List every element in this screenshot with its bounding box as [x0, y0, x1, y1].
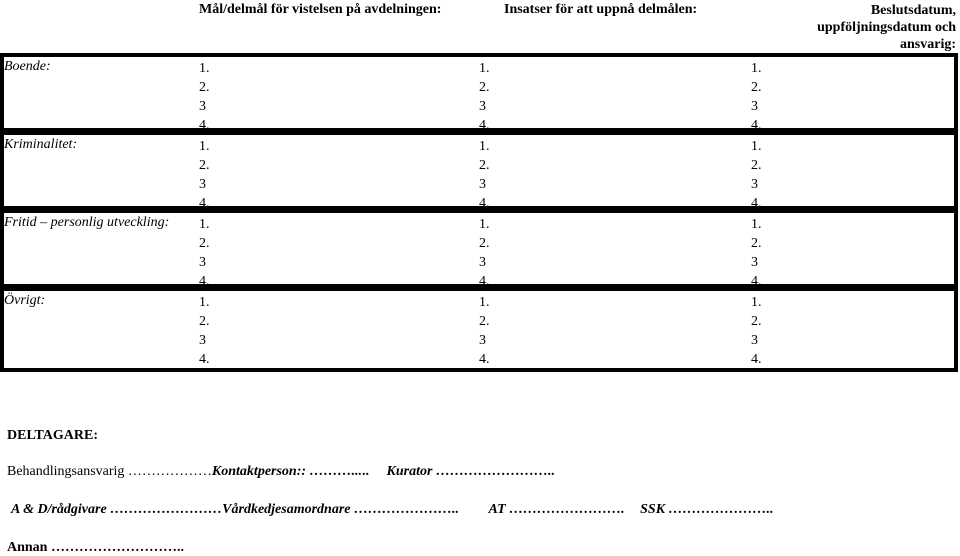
goals-list	[199, 137, 210, 213]
annan-field[interactable]: Annan ………………………..	[7, 540, 184, 555]
list-item: 1.	[751, 217, 762, 232]
list-item: 4.	[751, 196, 762, 211]
list-item: 2.	[479, 314, 490, 329]
list-item: 4.	[751, 118, 762, 133]
list-item: 3	[751, 177, 758, 192]
row-boende	[4, 57, 954, 133]
list-item: 4.	[751, 274, 762, 289]
decision-list	[751, 293, 762, 369]
row-label: Boende:	[4, 59, 51, 74]
goals-table	[0, 53, 958, 372]
actions-list	[479, 137, 490, 213]
list-item: 2.	[479, 236, 490, 251]
radgivare-field[interactable]: A & D/rådgivare ……………………	[11, 502, 223, 517]
separator: ..	[362, 464, 370, 479]
list-item: 4.	[479, 118, 490, 133]
kurator-field[interactable]: Kurator ……………………..	[386, 464, 555, 479]
header-goals: Mål/delmål för vistelsen på avdelningen:	[199, 2, 442, 17]
list-item: 2.	[199, 236, 210, 251]
list-item: 1.	[479, 217, 490, 232]
list-item: 2.	[751, 314, 762, 329]
at-field[interactable]: AT …………………….	[488, 502, 625, 517]
row-label: Kriminalitet:	[4, 137, 78, 152]
ssk-field[interactable]: SSK …………………..	[640, 502, 774, 517]
list-item: 4.	[479, 274, 490, 289]
kontaktperson-field[interactable]: Kontaktperson:: ………...	[211, 464, 363, 479]
header-actions: Insatser för att uppnå delmålen:	[504, 2, 698, 17]
list-item: 3	[199, 333, 206, 348]
list-item: 1.	[479, 139, 490, 154]
list-item: 4.	[199, 118, 210, 133]
list-item: 1.	[199, 217, 210, 232]
header-decision: Beslutsdatum, uppföljningsdatum och ansvarig:	[817, 3, 956, 52]
goals-list	[199, 293, 210, 369]
list-item: 4.	[479, 352, 490, 367]
actions-list	[479, 215, 490, 291]
actions-list	[479, 293, 490, 369]
list-item: 3	[479, 99, 486, 114]
list-item: 2.	[199, 314, 210, 329]
decision-list	[751, 59, 762, 135]
row-label: Fritid – personlig utveckling:	[4, 215, 170, 230]
list-item: 3	[751, 99, 758, 114]
list-item: 1.	[751, 295, 762, 310]
list-item: 4.	[751, 352, 762, 367]
list-item: 3	[199, 99, 206, 114]
list-item: 1.	[751, 61, 762, 76]
list-item: 1.	[199, 139, 210, 154]
list-item: 2.	[199, 80, 210, 95]
row-kriminalitet	[4, 135, 954, 211]
list-item: 2.	[479, 158, 490, 173]
list-item: 1.	[479, 295, 490, 310]
actions-list	[479, 59, 490, 135]
list-item: 4.	[199, 274, 210, 289]
list-item: 3	[479, 333, 486, 348]
goals-list	[199, 59, 210, 135]
list-item: 1.	[199, 61, 210, 76]
list-item: 3	[479, 177, 486, 192]
list-item: 1.	[751, 139, 762, 154]
row-label: Övrigt:	[4, 293, 46, 308]
list-item: 2.	[751, 236, 762, 251]
list-item: 4.	[479, 196, 490, 211]
list-item: 2.	[751, 158, 762, 173]
row-ovrigt	[4, 291, 954, 368]
decision-list	[751, 137, 762, 213]
list-item: 3	[199, 255, 206, 270]
list-item: 1.	[199, 295, 210, 310]
list-item: 2.	[199, 158, 210, 173]
list-item: 2.	[479, 80, 490, 95]
vardkedjesamordnare-field[interactable]: Vårdkedjesamordnare …………………..	[222, 502, 460, 517]
list-item: 4.	[199, 352, 210, 367]
list-item: 1.	[479, 61, 490, 76]
participants-title: DELTAGARE:	[7, 428, 99, 443]
behandlingsansvarig-field[interactable]: Behandlingsansvarig ………………	[7, 464, 212, 479]
list-item: 3	[479, 255, 486, 270]
decision-list	[751, 215, 762, 291]
list-item: 3	[751, 333, 758, 348]
list-item: 2.	[751, 80, 762, 95]
list-item: 3	[199, 177, 206, 192]
row-fritid	[4, 213, 954, 289]
list-item: 3	[751, 255, 758, 270]
participants-line-2	[11, 502, 774, 518]
list-item: 4.	[199, 196, 210, 211]
participants-line-1	[7, 464, 555, 480]
goals-list	[199, 215, 210, 291]
